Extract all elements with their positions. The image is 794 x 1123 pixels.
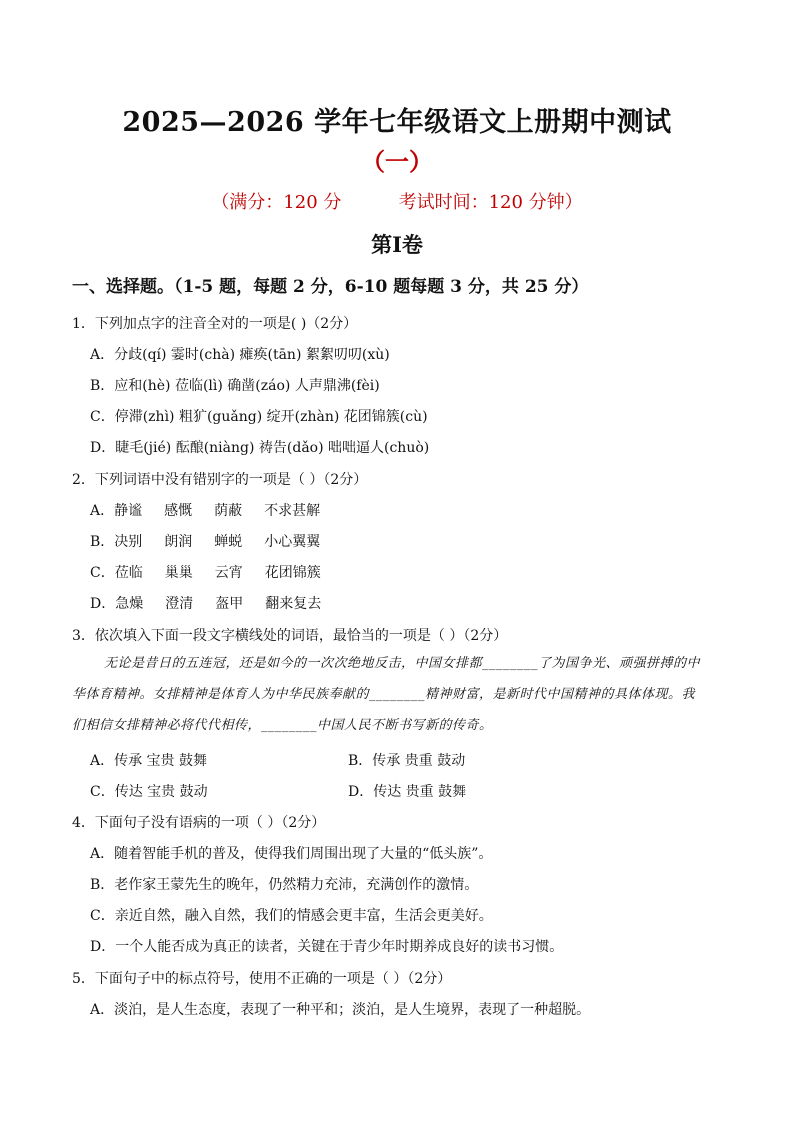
question-3-option-c: C．传达 宝贵 鼓动 [90,784,208,800]
question-3-passage-line-2: 华体育精神。女排精神是体育人为中华民族奉献的________精神财富，是新时代中国精神的具体体现。我 [72,687,696,702]
question-1-option-a: A．分歧(qí) 霎时(chà) 瘫痪(tān) 絮絮叨叨(xù) [90,347,390,363]
question-5-stem: 5．下面句子中的标点符号，使用不正确的一项是（ ）（2分） [72,971,452,987]
question-4-option-b: B．老作家王蒙先生的晚年，仍然精力充沛，充满创作的激情。 [90,877,479,893]
page-title: 2025—2026 学年七年级语文上册期中测试 [122,107,672,138]
option-word: 翻来复去 [265,596,322,612]
full-score: （满分：120 分 [211,192,342,213]
option-word: D．急燥 [90,596,144,612]
question-3-stem: 3．依次填入下面一段文字横线处的词语，最恰当的一项是（ ）（2分） [72,628,508,644]
question-2-stem: 2．下列词语中没有错别字的一项是（ ）（2分） [72,472,368,488]
option-word: 不求甚解 [264,503,321,519]
page-subtitle: （一） [361,147,433,176]
question-1-option-d: D．睫毛(jié) 酝酿(niàng) 祷告(dǎo) 咄咄逼人(chuò) [90,440,430,456]
exam-time: 考试时间：120 分钟） [398,192,583,213]
option-word: 澄清 [165,596,194,612]
option-word: 巢巢 [164,565,193,581]
question-4-option-a: A．随着智能手机的普及，使得我们周围出现了大量的“低头族”。 [90,846,493,862]
question-2-option-d [90,593,343,613]
question-3-option-a: A．传承 宝贵 鼓舞 [90,753,208,769]
question-3-passage-line-1: 无论是昔日的五连冠，还是如今的一次次绝地反击，中国女排都________了为国争光、顽强拼搏的中 [104,656,701,671]
option-word: B．决别 [90,534,143,550]
question-2-option-c [90,562,343,582]
option-word: 朗润 [164,534,193,550]
score-time-line [0,188,794,214]
option-word: 小心翼翼 [264,534,321,550]
option-word: A．静谧 [90,503,143,519]
option-word: 蝉蜕 [214,534,243,550]
question-1-option-b: B．应和(hè) 莅临(lì) 确凿(záo) 人声鼎沸(fèi) [90,378,380,394]
question-2-option-a [90,500,342,520]
question-3-passage-line-3: 们相信女排精神必将代代相传，________中国人民不断书写新的传奇。 [72,718,493,733]
option-word: C．莅临 [90,565,143,581]
question-2-option-b [90,531,342,551]
question-1-option-c: C．停滞(zhì) 粗犷(guǎng) 绽开(zhàn) 花团锦簇(cù) [90,409,428,425]
volume-heading: 第Ⅰ卷 [371,232,423,257]
question-3-option-b: B．传承 贵重 鼓动 [348,753,466,769]
question-4-option-d: D．一个人能否成为真正的读者，关键在于青少年时期养成良好的读书习惯。 [90,939,564,955]
option-word: 盔甲 [215,596,244,612]
option-word: 荫蔽 [214,503,243,519]
option-word: 感慨 [164,503,193,519]
question-5-option-a: A．淡泊，是人生态度，表现了一种平和；淡泊，是人生境界，表现了一种超脱。 [90,1002,591,1018]
option-word: 云宵 [214,565,243,581]
option-word: 花团锦簇 [264,565,321,581]
question-3-option-d: D．传达 贵重 鼓舞 [348,784,467,800]
question-4-stem: 4．下面句子没有语病的一项（ ）（2分） [72,815,326,831]
question-4-option-c: C．亲近自然，融入自然，我们的情感会更丰富，生活会更美好。 [90,908,493,924]
question-1-stem: 1．下列加点字的注音全对的一项是( )（2分） [72,316,358,332]
section-heading: 一、选择题。（1-5 题，每题 2 分，6-10 题每题 3 分，共 25 分） [72,277,589,297]
